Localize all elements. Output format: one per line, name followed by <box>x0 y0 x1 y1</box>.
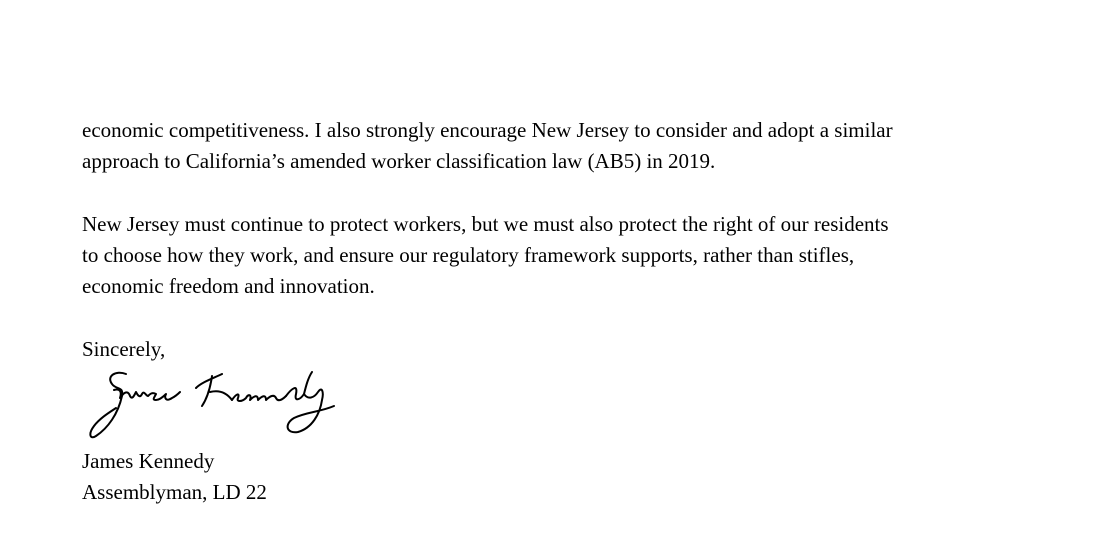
paragraph-line: New Jersey must continue to protect workers, but we must also protect the right of our residents <box>82 212 889 236</box>
handwritten-signature <box>86 366 338 444</box>
signer-title: Assemblyman, LD 22 <box>82 480 267 504</box>
closing-salutation: Sincerely, <box>82 337 166 361</box>
signer-name: James Kennedy <box>82 449 215 473</box>
paragraph-line: approach to California’s amended worker classification law (AB5) in 2019. <box>82 149 716 173</box>
paragraph-line: economic freedom and innovation. <box>82 274 375 298</box>
paragraph-line: economic competitiveness. I also strongly encourage New Jersey to consider and adopt a similar <box>82 118 893 142</box>
paragraph-line: to choose how they work, and ensure our regulatory framework supports, rather than stifles, <box>82 243 855 267</box>
body-paragraph-1 <box>82 115 893 177</box>
body-paragraph-2 <box>82 209 889 302</box>
